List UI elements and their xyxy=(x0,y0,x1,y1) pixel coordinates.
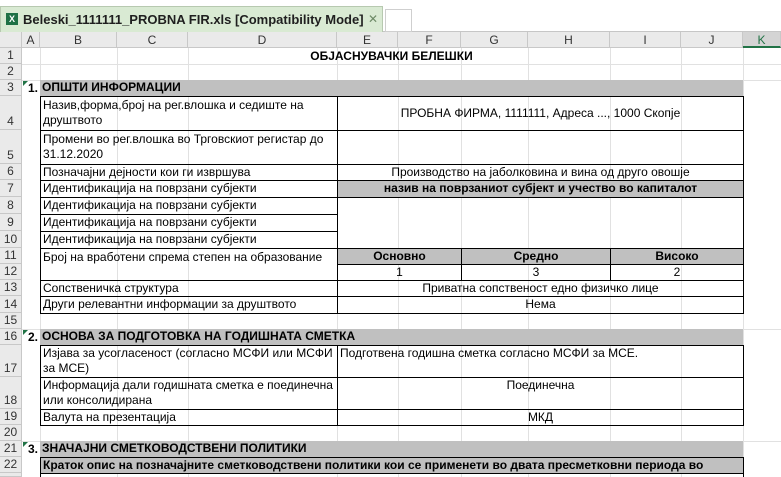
close-icon[interactable]: ✕ xyxy=(368,12,379,26)
cell-label[interactable]: Позначајни дејности кои ги извршува xyxy=(40,164,338,181)
row-header[interactable]: 15 xyxy=(0,313,22,329)
column-header[interactable]: A xyxy=(22,32,40,48)
row-header[interactable]: 16 xyxy=(0,329,22,345)
section-number: 2. xyxy=(28,330,39,344)
cell-label[interactable]: Други релевантни информации за друштвото xyxy=(40,296,338,314)
row-header[interactable]: 2 xyxy=(0,64,22,80)
cell-label[interactable]: Изјава за усогласеност (согласно МСФИ или МСФИ за МСЕ) xyxy=(40,345,338,378)
cell-label[interactable]: Идентификација на поврзани субјекти xyxy=(40,214,338,232)
row-header[interactable]: 5 xyxy=(0,130,22,164)
section-header-policies[interactable]: ЗНАЧАЈНИ СМЕТКОВОДСТВЕНИ ПОЛИТИКИ xyxy=(40,441,743,457)
column-header[interactable]: C xyxy=(117,32,188,48)
edu-header-mid[interactable]: Средно xyxy=(461,248,611,265)
cell-label[interactable]: Назив,форма,број на рег.влошка и седиште на друштвото xyxy=(40,96,338,131)
sheet-title[interactable]: ОБЈАСНУВАЧКИ БЕЛЕШКИ xyxy=(310,49,473,63)
row-header[interactable]: 3 xyxy=(0,80,22,96)
workbook-tab-bar xyxy=(0,0,781,32)
cell-header-related[interactable]: назив на поврзаниот субјект и учество во капиталот xyxy=(337,180,744,198)
cell-label[interactable]: Идентификација на поврзани субјекти xyxy=(40,231,338,249)
row-header[interactable]: 6 xyxy=(0,164,22,180)
column-header[interactable]: G xyxy=(461,32,528,48)
cell-label[interactable]: Број на вработени спрема степен на образование xyxy=(40,248,338,281)
workbook-tab-title: Beleski_1111111_PROBNA FIR.xls [Compatibility Mode] xyxy=(23,12,364,27)
cell-value[interactable]: Подготвена годишна сметка согласно МСФИ за МСЕ. xyxy=(337,345,744,378)
cell-label[interactable]: Промени во рег.влошка во Трговскиот регистар до 31.12.2020 xyxy=(40,130,338,165)
cell-label[interactable]: Идентификација на поврзани субјекти xyxy=(40,197,338,215)
row-header[interactable]: 17 xyxy=(0,345,22,377)
cell-partial-row[interactable] xyxy=(40,473,744,477)
spreadsheet-grid[interactable] xyxy=(0,32,781,477)
cell-value[interactable]: Приватна сопственост едно физичко лице xyxy=(337,280,744,297)
edu-value-mid[interactable]: 3 xyxy=(461,264,611,281)
row-header[interactable]: 14 xyxy=(0,296,22,313)
row-header[interactable]: 4 xyxy=(0,96,22,130)
column-header-selected[interactable]: K xyxy=(743,32,781,48)
column-header[interactable]: E xyxy=(337,32,398,48)
row-header[interactable]: 21 xyxy=(0,441,22,457)
row-header[interactable]: 20 xyxy=(0,425,22,441)
cell-label[interactable]: Идентификација на поврзани субјекти xyxy=(40,180,338,198)
row-header[interactable]: 7 xyxy=(0,180,22,197)
cell-value-empty[interactable] xyxy=(337,197,744,249)
cell-label[interactable]: Информација дали годишната сметка е поединечна или консолидирана xyxy=(40,377,338,410)
column-header[interactable]: I xyxy=(610,32,681,48)
row-header[interactable]: 18 xyxy=(0,377,22,409)
edu-value-high[interactable]: 2 xyxy=(610,264,744,281)
section-number: 1. xyxy=(28,81,39,95)
cell-value[interactable]: Производство на јаболковина и вина од друго овошје xyxy=(337,164,744,181)
column-header[interactable]: J xyxy=(681,32,743,48)
row-header[interactable]: 9 xyxy=(0,214,22,231)
row-header[interactable]: 1 xyxy=(0,48,22,64)
gridline xyxy=(22,64,781,65)
section-header-general[interactable]: ОПШТИ ИНФОРМАЦИИ xyxy=(40,80,743,96)
row-header[interactable]: 13 xyxy=(0,280,22,296)
column-header[interactable]: F xyxy=(398,32,461,48)
excel-file-icon: X xyxy=(6,13,18,25)
cell-label[interactable]: Сопственичка структура xyxy=(40,280,338,297)
cell-value[interactable]: МКД xyxy=(337,409,744,426)
row-header[interactable]: 8 xyxy=(0,197,22,214)
workbook-tab[interactable] xyxy=(0,6,383,32)
edu-value-basic[interactable]: 1 xyxy=(337,264,462,281)
edu-header-high[interactable]: Високо xyxy=(610,248,744,265)
column-header[interactable]: D xyxy=(188,32,337,48)
column-header[interactable]: B xyxy=(40,32,117,48)
row-header[interactable]: 12 xyxy=(0,264,22,280)
cell-label[interactable]: Валута на презентација xyxy=(40,409,338,426)
new-tab-button[interactable] xyxy=(385,9,412,32)
column-header[interactable]: H xyxy=(528,32,610,48)
select-all-corner[interactable] xyxy=(0,32,22,48)
row-header[interactable]: 11 xyxy=(0,248,22,264)
row-header[interactable]: 19 xyxy=(0,409,22,425)
row-header[interactable]: 10 xyxy=(0,231,22,248)
section-header-basis[interactable]: ОСНОВА ЗА ПОДГОТОВКА НА ГОДИШНАТА СМЕТКА xyxy=(40,329,743,345)
cell-value[interactable]: Нема xyxy=(337,296,744,314)
edu-header-basic[interactable]: Основно xyxy=(337,248,462,265)
cell-value-empty[interactable] xyxy=(337,130,744,165)
row-header[interactable] xyxy=(0,473,22,477)
cell-policies-description[interactable]: Краток опис на позначајните сметководствени политики кои се применети во двата пресметковни периода во xyxy=(40,457,744,474)
cell-value[interactable]: Поединечна xyxy=(337,377,744,410)
cell-value[interactable]: ПРОБНА ФИРМА, 1111111, Адреса ..., 1000 Скопје xyxy=(337,96,744,131)
section-number: 3. xyxy=(28,442,39,456)
row-header[interactable]: 22 xyxy=(0,457,22,473)
